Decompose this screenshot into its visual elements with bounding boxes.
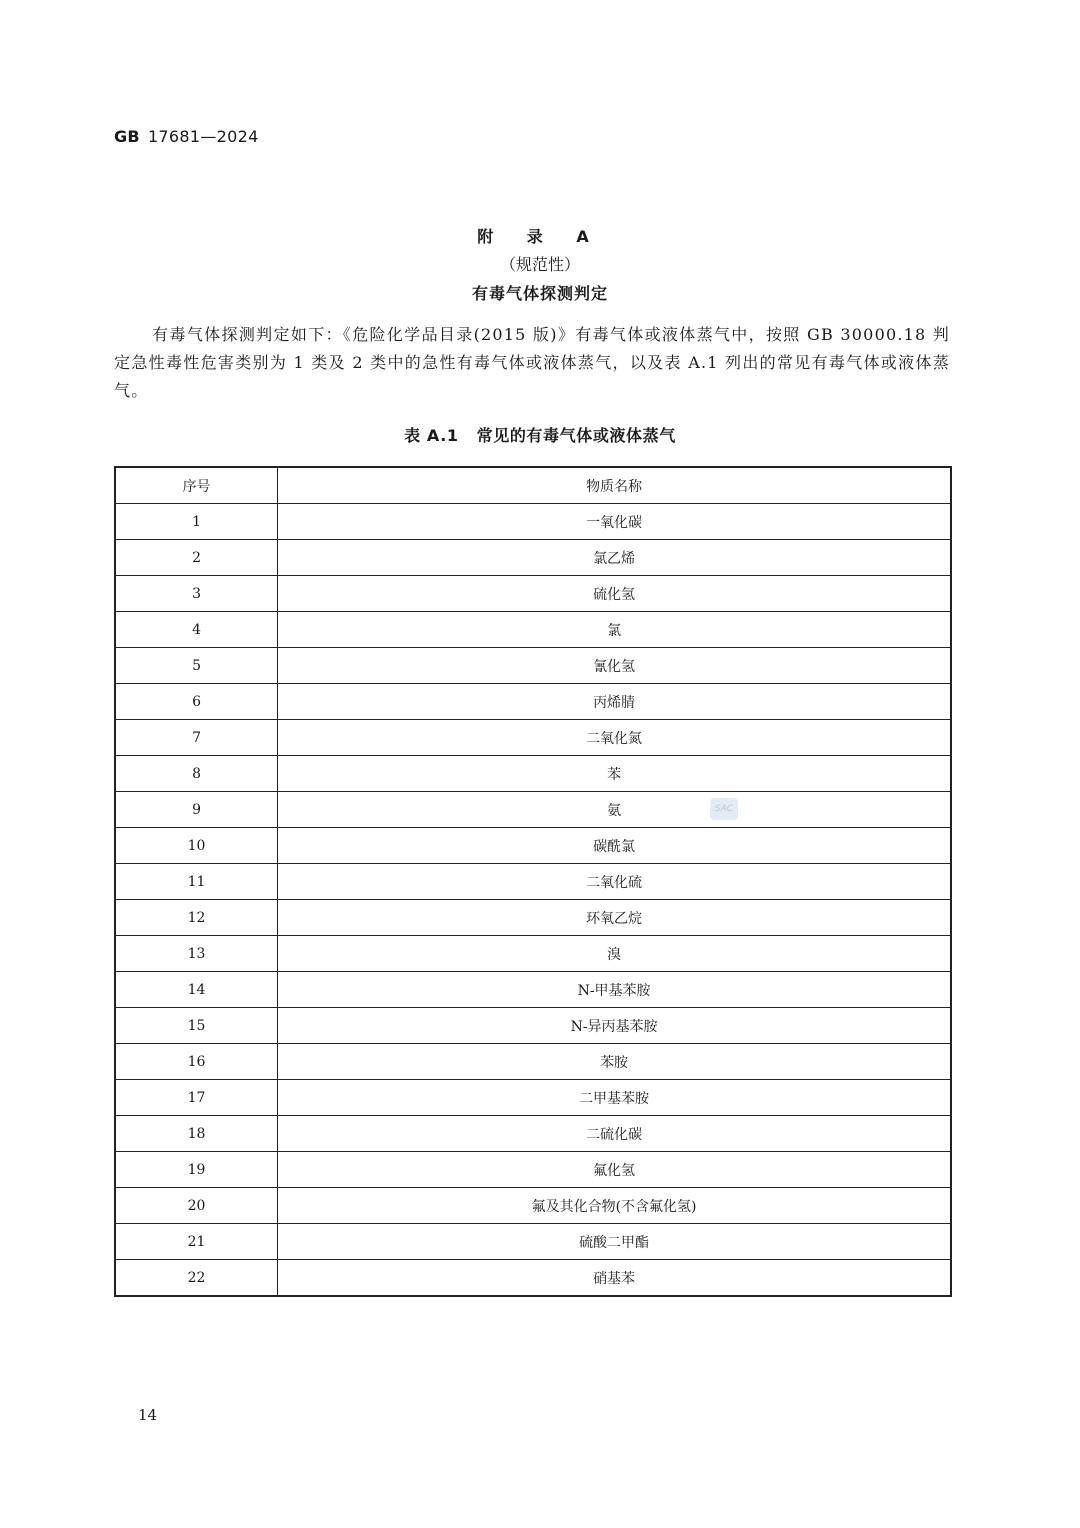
table-row bbox=[115, 1188, 951, 1224]
column-header-serial: 序号 bbox=[115, 467, 278, 504]
body-paragraph bbox=[114, 321, 950, 405]
annex-title: 附 录 A bbox=[477, 227, 603, 246]
table-row bbox=[115, 540, 951, 576]
table-row bbox=[115, 612, 951, 648]
standard-code bbox=[114, 127, 259, 146]
serial-number-cell: 2 bbox=[115, 540, 278, 576]
substance-name-cell: 环氧乙烷 bbox=[278, 900, 951, 936]
serial-number-cell: 9 bbox=[115, 792, 278, 828]
table-row bbox=[115, 900, 951, 936]
serial-number-cell: 1 bbox=[115, 504, 278, 540]
serial-number-cell: 10 bbox=[115, 828, 278, 864]
serial-number-cell: 16 bbox=[115, 1044, 278, 1080]
annex-name: 有毒气体探测判定 bbox=[471, 284, 608, 303]
substance-name-cell: 二氧化硫 bbox=[278, 864, 951, 900]
substance-name-cell: 硫化氢 bbox=[278, 576, 951, 612]
substance-name-cell: 二甲基苯胺 bbox=[278, 1080, 951, 1116]
substance-name-cell: N-甲基苯胺 bbox=[278, 972, 951, 1008]
table-row bbox=[115, 504, 951, 540]
substance-name-cell: 氰化氢 bbox=[278, 648, 951, 684]
table-body bbox=[115, 504, 951, 1297]
serial-number-cell: 3 bbox=[115, 576, 278, 612]
annex-type: （规范性） bbox=[499, 255, 580, 274]
table-row bbox=[115, 684, 951, 720]
serial-number-cell: 22 bbox=[115, 1260, 278, 1297]
table-row bbox=[115, 1224, 951, 1260]
substance-name-cell: 二硫化碳 bbox=[278, 1116, 951, 1152]
table-row bbox=[115, 828, 951, 864]
serial-number-cell: 12 bbox=[115, 900, 278, 936]
table-row bbox=[115, 1008, 951, 1044]
table-row bbox=[115, 936, 951, 972]
table-row bbox=[115, 756, 951, 792]
serial-number-cell: 5 bbox=[115, 648, 278, 684]
serial-number-cell: 7 bbox=[115, 720, 278, 756]
table-row bbox=[115, 864, 951, 900]
serial-number-cell: 17 bbox=[115, 1080, 278, 1116]
serial-number-cell: 20 bbox=[115, 1188, 278, 1224]
serial-number-cell: 19 bbox=[115, 1152, 278, 1188]
table-row bbox=[115, 1116, 951, 1152]
substance-name-cell: 苯 bbox=[278, 756, 951, 792]
substance-name-cell: 碳酰氯 bbox=[278, 828, 951, 864]
table-row bbox=[115, 792, 951, 828]
substance-name-cell: 氯 bbox=[278, 612, 951, 648]
column-header-substance: 物质名称 bbox=[278, 467, 951, 504]
substance-name-cell: 丙烯腈 bbox=[278, 684, 951, 720]
serial-number-cell: 4 bbox=[115, 612, 278, 648]
sac-watermark: SAC bbox=[710, 798, 738, 820]
table-header-row bbox=[115, 467, 951, 504]
page-number: 14 bbox=[138, 1406, 158, 1424]
substance-name-cell: 二氧化氮 bbox=[278, 720, 951, 756]
table-row bbox=[115, 648, 951, 684]
table-row bbox=[115, 1080, 951, 1116]
toxic-gas-table bbox=[114, 466, 952, 1297]
substance-name-cell: 一氧化碳 bbox=[278, 504, 951, 540]
serial-number-cell: 11 bbox=[115, 864, 278, 900]
substance-name-cell: 溴 bbox=[278, 936, 951, 972]
table-row bbox=[115, 1260, 951, 1297]
body-paragraph-text: 有毒气体探测判定如下：《危险化学品目录(2015 版)》有毒气体或液体蒸气中，按照 GB 30000.18 判定急性毒性危害类别为 1 类及 2 类中的急性有毒气体或液体蒸气，以及表 A.1 列出的常见有毒气体或液体蒸气。 bbox=[114, 325, 950, 400]
substance-name-cell: 硝基苯 bbox=[278, 1260, 951, 1297]
table-row bbox=[115, 972, 951, 1008]
substance-name-cell: 氨 bbox=[278, 792, 951, 828]
substance-name-cell: 苯胺 bbox=[278, 1044, 951, 1080]
table-caption-title: 常见的有毒气体或液体蒸气 bbox=[476, 426, 676, 445]
table-row bbox=[115, 1044, 951, 1080]
serial-number-cell: 21 bbox=[115, 1224, 278, 1260]
serial-number-cell: 8 bbox=[115, 756, 278, 792]
serial-number-cell: 18 bbox=[115, 1116, 278, 1152]
table-caption-number: 表 A.1 bbox=[404, 426, 459, 445]
substance-name-cell: 氟化氢 bbox=[278, 1152, 951, 1188]
serial-number-cell: 15 bbox=[115, 1008, 278, 1044]
serial-number-cell: 13 bbox=[115, 936, 278, 972]
serial-number-cell: 14 bbox=[115, 972, 278, 1008]
table-row bbox=[115, 720, 951, 756]
substance-name-cell: N-异丙基苯胺 bbox=[278, 1008, 951, 1044]
table-row bbox=[115, 576, 951, 612]
substance-name-cell: 氟及其化合物(不含氟化氢) bbox=[278, 1188, 951, 1224]
table-row bbox=[115, 1152, 951, 1188]
standard-code-number: 17681—2024 bbox=[147, 127, 259, 146]
standard-code-prefix: GB bbox=[114, 127, 140, 146]
serial-number-cell: 6 bbox=[115, 684, 278, 720]
substance-name-cell: 硫酸二甲酯 bbox=[278, 1224, 951, 1260]
substance-name-cell: 氯乙烯 bbox=[278, 540, 951, 576]
table-caption bbox=[0, 423, 1080, 446]
